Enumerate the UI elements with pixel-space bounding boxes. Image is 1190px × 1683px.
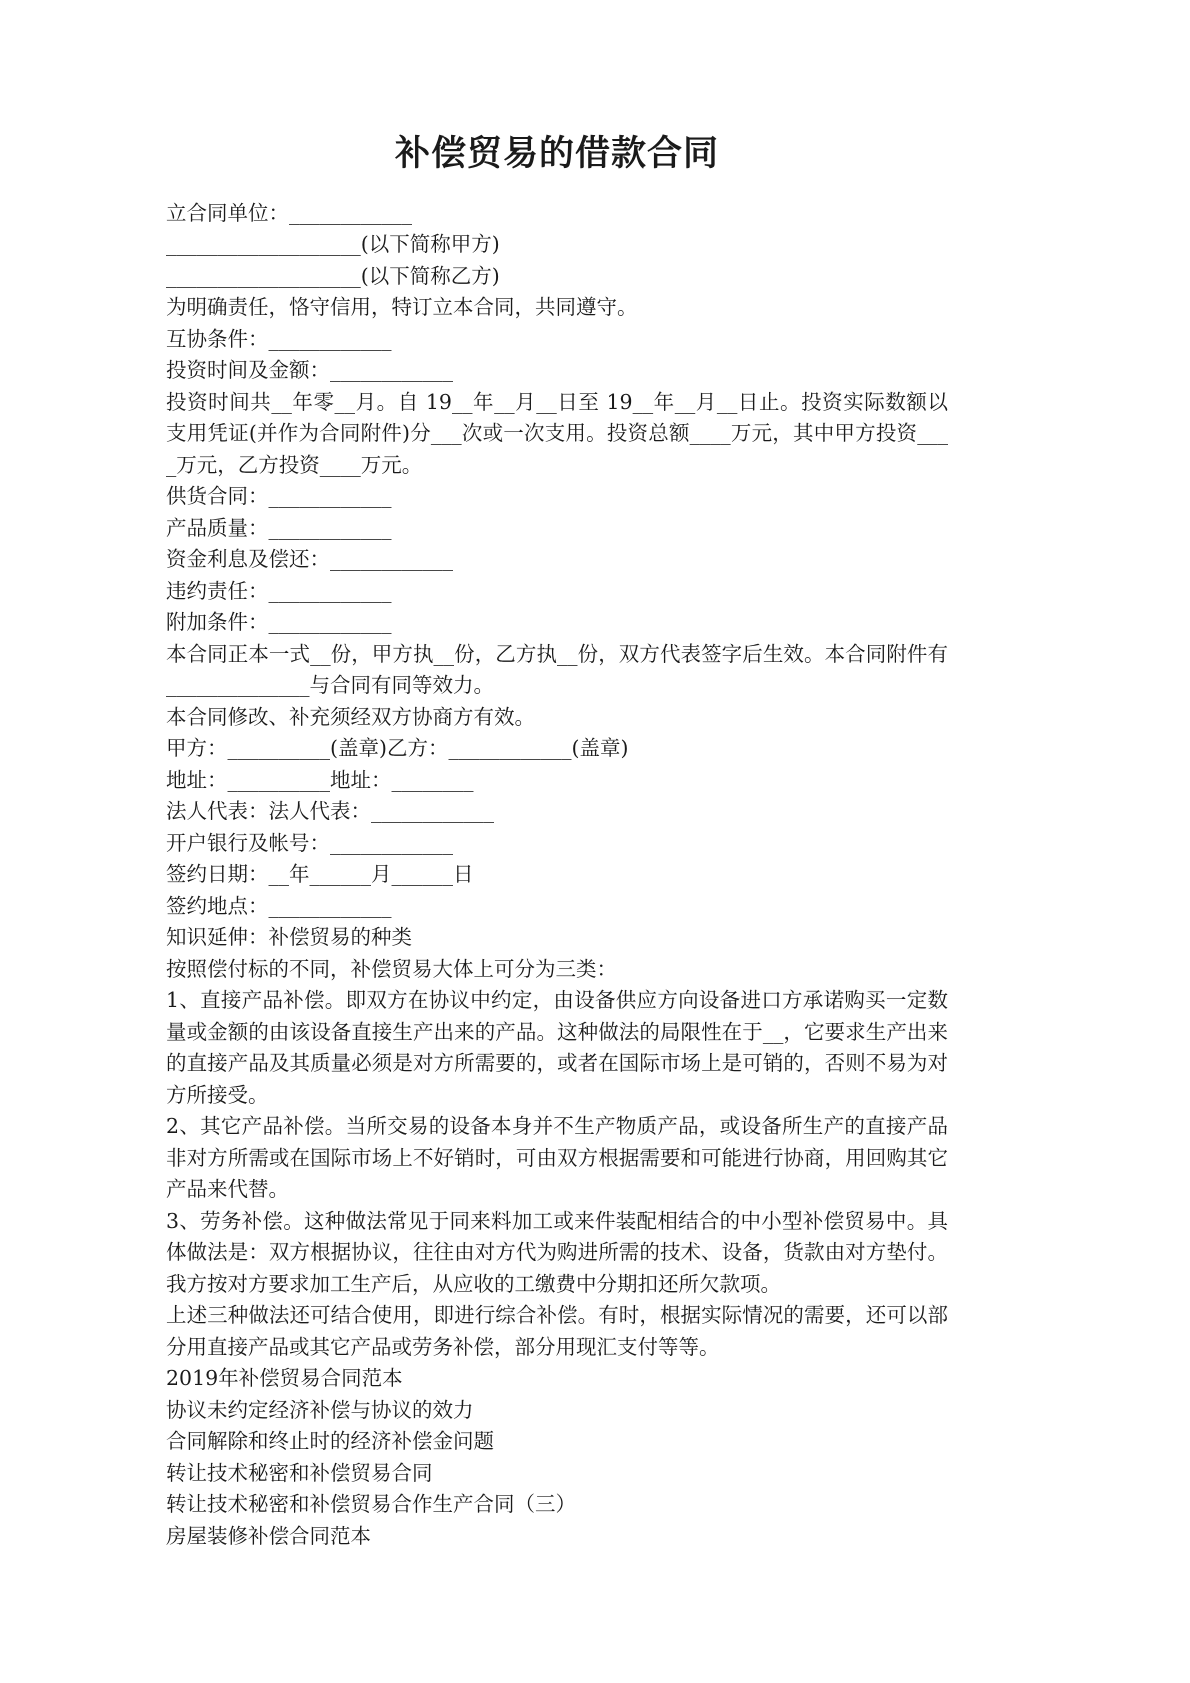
document-line: 2、其它产品补偿。当所交易的设备本身并不生产物质产品，或设备所生产的直接产品非对方所需或在国际市场上不好销时，可由双方根据需要和可能进行协商，用回购其它产品来代替。 [166,1114,948,1202]
document-line: 合同解除和终止时的经济补偿金问题 [166,1429,494,1454]
document-line: 违约责任：____________ [166,578,392,603]
document-line: 供货合同：____________ [166,484,392,509]
document-line: 本合同正本一式__份，甲方执__份，乙方执__份，双方代表签字后生效。本合同附件有______________与合同有同等效力。 [166,641,948,698]
document-line: 互协条件：____________ [166,326,392,351]
page-title: 补偿贸易的借款合同 [394,133,719,174]
document-line: 为明确责任，恪守信用，特订立本合同，共同遵守。 [166,295,638,320]
document-line: 法人代表：法人代表：____________ [166,799,494,824]
document-line: 按照偿付标的不同，补偿贸易大体上可分为三类： [166,956,617,981]
document-line: 2019年补偿贸易合同范本 [166,1366,403,1391]
document-line: 地址：__________地址：________ [166,767,474,792]
document-line: 产品质量：____________ [166,515,392,540]
document-line: 3、劳务补偿。这种做法常见于同来料加工或来件装配相结合的中小型补偿贸易中。具体做法是：双方根据协议，往往由对方代为购进所需的技术、设备，货款由对方垫付。我方按对方要求加工生产后，从应收的工缴费中分期扣还所欠款项。 [166,1208,948,1296]
document-line: ___________________(以下简称乙方) [166,263,500,288]
document-line: 投资时间共__年零__月。自 19__年__月__日至 19__年__月__日止。投资实际数额以支用凭证(并作为合同附件)分___次或一次支用。投资总额____万元，其中甲方投资____万元，乙方投资____万元。 [166,389,948,477]
document-line: 转让技术秘密和补偿贸易合同 [166,1460,433,1485]
document-line: 资金利息及偿还：____________ [166,547,453,572]
document-line: 转让技术秘密和补偿贸易合作生产合同（三） [166,1492,576,1517]
document-line: 1、直接产品补偿。即双方在协议中约定，由设备供应方向设备进口方承诺购买一定数量或金额的由该设备直接生产出来的产品。这种做法的局限性在于__，它要求生产出来的直接产品及其质量必须是对方所需要的，或者在国际市场上是可销的，否则不易为对方所接受。 [166,988,948,1107]
document-line: 投资时间及金额：____________ [166,358,453,383]
document-line: ___________________(以下简称甲方) [166,232,500,257]
document-line: 附加条件：____________ [166,610,392,635]
document-line: 开户银行及帐号：____________ [166,830,453,855]
document-line: 协议未约定经济补偿与协议的效力 [166,1397,474,1422]
document-line: 甲方：__________(盖章)乙方：____________(盖章) [166,736,629,761]
document-line: 知识延伸：补偿贸易的种类 [166,925,412,950]
document-body [166,132,948,1552]
document-line: 上述三种做法还可结合使用，即进行综合补偿。有时，根据实际情况的需要，还可以部分用直接产品或其它产品或劳务补偿，部分用现汇支付等等。 [166,1303,948,1359]
document-line: 签约地点：____________ [166,893,392,918]
document-line: 房屋装修补偿合同范本 [166,1523,371,1548]
document-line: 立合同单位：____________ [166,200,412,225]
document-line: 签约日期：__年______月______日 [166,862,474,887]
document-line: 本合同修改、补充须经双方协商方有效。 [166,704,535,729]
